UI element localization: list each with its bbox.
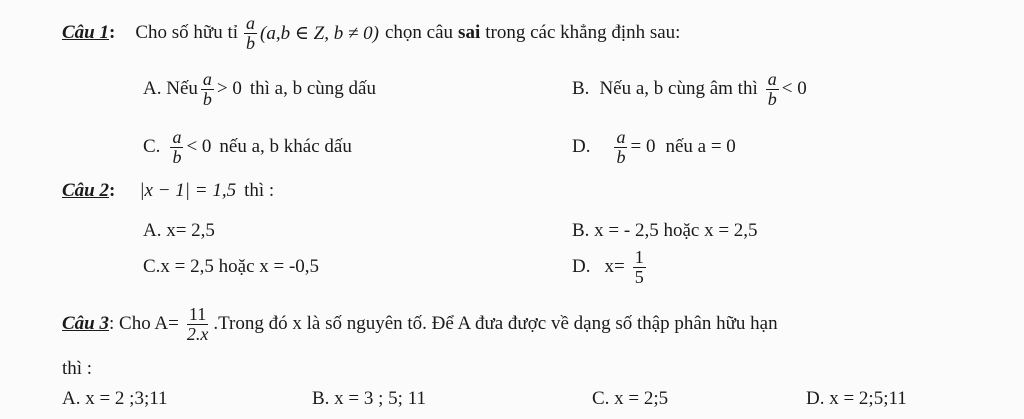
question-1-option-c[interactable]: C. $\frac{a}{b}$ < 0 nếu a, b khác dấu [143,127,352,167]
question-3-stem: Câu 3 : Cho A= $\frac{11}{2.x}$ .Trong đó x là số nguyên tố. Để A đưa được về dạng số thập phân hữu hạn [62,304,778,344]
question-1-intro: Cho số hữu tỉ [135,22,239,44]
question-3-option-c[interactable]: C. x = 2;5 [592,388,669,409]
question-1-option-a[interactable]: A. Nếu $\frac{a}{b}$ > 0 thì a, b cùng dấu [143,69,376,109]
question-2-option-a[interactable]: A. x= 2,5 [143,220,215,241]
question-2-option-b[interactable]: B. x = - 2,5 hoặc x = 2,5 [572,220,758,241]
question-1-condition: (a,b ∈ Z, b ≠ 0) [260,22,379,44]
question-3-option-d[interactable]: D. x = 2;5;11 [806,388,907,409]
question-3-option-b[interactable]: B. x = 3 ; 5; 11 [312,388,426,409]
question-1-label: Câu 1 [62,22,109,44]
question-1-option-d[interactable]: D. $\frac{a}{b}$ = 0 nếu a = 0 [572,127,736,167]
question-3-option-a[interactable]: A. x = 2 ;3;11 [62,388,168,409]
question-1-stem: Câu 1 : Cho số hữu tỉ $\frac{a}{b}$ (a,b ∈ Z, b ≠ 0) chọn câu sai trong các khẳng định sau: [62,13,681,53]
question-1-fraction: $\frac{a}{b}$ [246,13,256,53]
question-3-continuation: thì : [62,358,93,379]
question-2-option-d[interactable]: D. x= $\frac{1}{5}$ [572,247,644,287]
question-1-emphasis: sai [458,22,481,44]
question-3-label: Câu 3 [62,313,109,335]
question-3-fraction: $\frac{11}{2.x}$ [186,304,209,344]
question-1-option-b[interactable]: B. Nếu a, b cùng âm thì $\frac{a}{b}$ < 0 [572,69,807,109]
question-2-stem: Câu 2 : |x − 1| = 1,5 thì : [62,180,275,201]
question-2-option-c[interactable]: C.x = 2,5 hoặc x = -0,5 [143,256,320,277]
question-2-label: Câu 2 [62,180,109,201]
question-2-expression: |x − 1| = 1,5 [139,180,237,201]
